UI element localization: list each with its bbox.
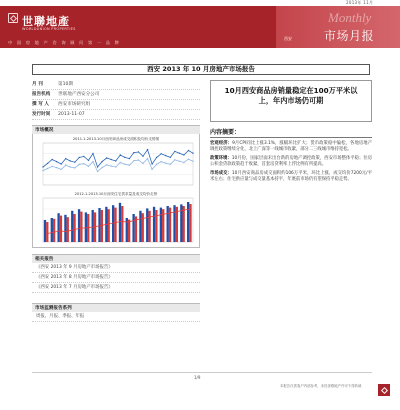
- section-report-series: 市场监测报告系列: [32, 303, 200, 312]
- bar-supply: [187, 202, 189, 242]
- bar-supply: [44, 220, 46, 242]
- bar-sales: [121, 206, 123, 242]
- data-point: [147, 149, 148, 150]
- price-point: [107, 223, 108, 224]
- monthly-word: Monthly: [328, 10, 372, 25]
- brand-name-cn: 世聯地產: [22, 15, 70, 28]
- data-point: [83, 163, 84, 164]
- price-point: [134, 219, 135, 220]
- data-point: [165, 155, 166, 156]
- data-point: [174, 159, 175, 160]
- section-related-reports: 相关报告: [32, 254, 200, 263]
- bar-supply: [92, 210, 94, 242]
- data-point: [65, 158, 66, 159]
- data-point: [110, 159, 111, 160]
- para-body: 9月CPI同比上涨3.1%，涨幅环比扩大；货币政策稳中偏松，各地房地产调控政策继续分化，北上广深等一线城市收紧，部分二三线城市维持宽松。: [210, 141, 372, 153]
- data-point: [142, 163, 143, 164]
- data-point: [42, 170, 43, 171]
- meta-value: 世联地产西安分公司: [58, 92, 100, 97]
- bar-sales: [60, 216, 62, 242]
- bar-supply: [98, 208, 100, 242]
- brand-name-en: WORLDUNION PROPERTIES: [22, 27, 76, 31]
- data-point: [83, 156, 84, 157]
- data-point: [60, 163, 61, 164]
- data-point: [129, 158, 130, 159]
- brand-slogan: 中国房地产咨询顾问第一品牌: [8, 40, 124, 45]
- footer-logo-icon: [378, 384, 390, 396]
- meta-value: 西安市场研究组: [58, 102, 91, 107]
- bar-supply: [173, 205, 175, 242]
- data-point: [179, 161, 180, 162]
- meta-row-author: [32, 100, 200, 110]
- bar-supply: [180, 204, 182, 242]
- bar-supply: [51, 218, 53, 242]
- meta-key: 发行时间: [32, 112, 51, 117]
- data-point: [160, 161, 161, 162]
- charts-svg: [33, 134, 199, 247]
- price-point: [182, 210, 183, 211]
- data-point: [156, 164, 157, 165]
- footer-note: 本报告仅供客户内部参考，未经世联地产许可不得转载: [280, 384, 362, 388]
- data-point: [188, 150, 189, 151]
- price-point: [175, 211, 176, 212]
- bar-sales: [108, 209, 110, 242]
- related-report-link[interactable]: 《西安 2013 年 8 月房地产市场报告》: [32, 273, 200, 283]
- price-point: [53, 232, 54, 233]
- data-point: [92, 153, 93, 154]
- data-point: [183, 162, 184, 163]
- bar-sales: [80, 212, 82, 242]
- monthly-banner: [276, 6, 400, 48]
- data-point: [156, 157, 157, 158]
- data-point: [88, 160, 89, 161]
- bar-sales: [155, 210, 157, 242]
- bar-sales: [128, 220, 130, 242]
- data-point: [70, 166, 71, 167]
- data-point: [160, 153, 161, 154]
- data-point: [79, 157, 80, 158]
- bar-supply: [64, 215, 66, 242]
- price-point: [59, 230, 60, 231]
- data-point: [174, 151, 175, 152]
- data-point: [192, 153, 193, 154]
- data-point: [115, 160, 116, 161]
- price-point: [121, 221, 122, 222]
- bar-supply: [160, 208, 162, 242]
- para-body: 10月西安商品房成交面积约106万平米，环比上涨，成交均价7200元/平米左右；住宅供应量与成交量基本持平，年底前市场仍有望保持平稳走势。: [210, 171, 372, 183]
- summary-paragraph-macro: [210, 141, 372, 153]
- data-point: [183, 154, 184, 155]
- price-point: [148, 217, 149, 218]
- data-point: [124, 157, 125, 158]
- related-report-link[interactable]: 《西安 2013 年 7 月房地产市场报告》: [32, 283, 200, 293]
- data-point: [170, 164, 171, 165]
- chart-top-title: 2011.1-2013.10月西安商品房成交面积及均价走势图: [72, 137, 160, 141]
- data-point: [92, 161, 93, 162]
- data-point: [101, 161, 102, 162]
- data-point: [47, 163, 48, 164]
- price-point: [114, 222, 115, 223]
- data-point: [115, 166, 116, 167]
- data-point: [147, 158, 148, 159]
- data-point: [188, 159, 189, 160]
- data-point: [133, 160, 134, 161]
- bar-supply: [146, 208, 148, 242]
- data-point: [138, 159, 139, 160]
- bar-sales: [73, 214, 75, 242]
- para-body: 10月份，国家层面未出台新的房地产调控政策，西安市场整体平稳；住房公积金贷款政策趋于收紧，首套房贷利率上浮比例有所提高。: [210, 156, 373, 168]
- price-point: [46, 233, 47, 234]
- section-market-overview: 市场概况: [32, 125, 200, 134]
- bar-supply: [153, 207, 155, 242]
- price-point: [73, 229, 74, 230]
- meta-value: 第10期: [58, 82, 74, 87]
- bar-supply: [78, 209, 80, 242]
- data-point: [129, 165, 130, 166]
- price-point: [80, 228, 81, 229]
- data-point: [110, 165, 111, 166]
- data-point: [65, 165, 66, 166]
- related-report-link[interactable]: 《西安 2013 年 9 月房地产市场报告》: [32, 263, 200, 273]
- meta-key: 月 刊: [32, 82, 43, 87]
- price-point: [189, 208, 190, 209]
- right-column: [210, 80, 372, 184]
- meta-row-date: [32, 110, 200, 120]
- price-point: [128, 222, 129, 223]
- summary-heading: 内容摘要：: [210, 128, 372, 138]
- data-point: [70, 160, 71, 161]
- data-point: [74, 167, 75, 168]
- data-point: [120, 162, 121, 163]
- data-point: [42, 166, 43, 167]
- data-point: [47, 168, 48, 169]
- data-point: [60, 169, 61, 170]
- data-point: [106, 164, 107, 165]
- para-lead: 市场成交：: [210, 171, 232, 177]
- data-point: [106, 157, 107, 158]
- data-point: [97, 171, 98, 172]
- para-lead: 宏观经济：: [210, 141, 233, 146]
- price-point: [66, 231, 67, 232]
- data-point: [56, 167, 57, 168]
- meta-value: 2013-11-07: [58, 112, 85, 117]
- price-point: [87, 227, 88, 228]
- data-point: [142, 156, 143, 157]
- bar-sales: [67, 217, 69, 242]
- price-point: [100, 225, 101, 226]
- issue-date: 2013年 11月: [346, 0, 374, 5]
- meta-key: 撰 写 人: [32, 102, 49, 107]
- meta-row-issue: [32, 80, 200, 90]
- price-point: [168, 212, 169, 213]
- data-point: [51, 159, 52, 160]
- page-number: 1/9: [194, 375, 201, 380]
- bar-sales: [142, 213, 144, 242]
- left-column: [32, 80, 200, 322]
- section-title: 市场月报: [324, 29, 375, 43]
- data-point: [192, 161, 193, 162]
- summary-paragraph-policy: [210, 156, 372, 168]
- data-point: [133, 152, 134, 153]
- report-series-list: 周报、月报、季报、年报: [32, 312, 200, 322]
- data-point: [120, 154, 121, 155]
- brand-logo-icon: [8, 13, 18, 23]
- data-point: [165, 162, 166, 163]
- bar-supply: [71, 211, 73, 242]
- headline-box: [210, 80, 372, 122]
- data-point: [170, 157, 171, 158]
- price-point: [162, 214, 163, 215]
- price-point: [93, 226, 94, 227]
- report-title: 西安 2013 年 10 月房地产市场报告: [32, 64, 370, 75]
- data-point: [179, 153, 180, 154]
- bar-supply: [119, 203, 121, 242]
- bar-sales: [53, 219, 55, 242]
- meta-row-agency: [32, 90, 200, 100]
- bar-supply: [139, 211, 141, 242]
- price-point: [141, 218, 142, 219]
- footer-divider: [32, 372, 372, 373]
- price-point: [155, 215, 156, 216]
- data-point: [74, 162, 75, 163]
- para-lead: 政策环境：: [210, 156, 232, 162]
- data-point: [79, 164, 80, 165]
- data-point: [88, 166, 89, 167]
- chart-bottom-title: 2012.1-2013.10月西安住宅供求量及成交均价走势: [74, 192, 158, 196]
- bar-sales: [46, 222, 48, 242]
- bar-supply: [132, 214, 134, 242]
- data-point: [97, 166, 98, 167]
- headline: 10月西安商品房销量稳定在100万平米以上，年内市场仍可期: [224, 86, 358, 105]
- bar-sales: [114, 208, 116, 242]
- data-point: [51, 166, 52, 167]
- bar-supply: [167, 206, 169, 242]
- data-point: [124, 164, 125, 165]
- city-tag: 西安: [284, 36, 292, 41]
- bar-sales: [189, 204, 191, 242]
- data-point: [101, 167, 102, 168]
- charts-panel: [32, 134, 200, 248]
- data-point: [151, 169, 152, 170]
- bar-supply: [85, 212, 87, 242]
- summary-paragraph-market: [210, 171, 372, 183]
- bar-sales: [183, 206, 185, 242]
- meta-key: 报告机构: [32, 92, 51, 97]
- bar-sales: [148, 211, 150, 242]
- data-point: [151, 163, 152, 164]
- data-point: [56, 161, 57, 162]
- bar-supply: [57, 213, 59, 242]
- data-point: [138, 151, 139, 152]
